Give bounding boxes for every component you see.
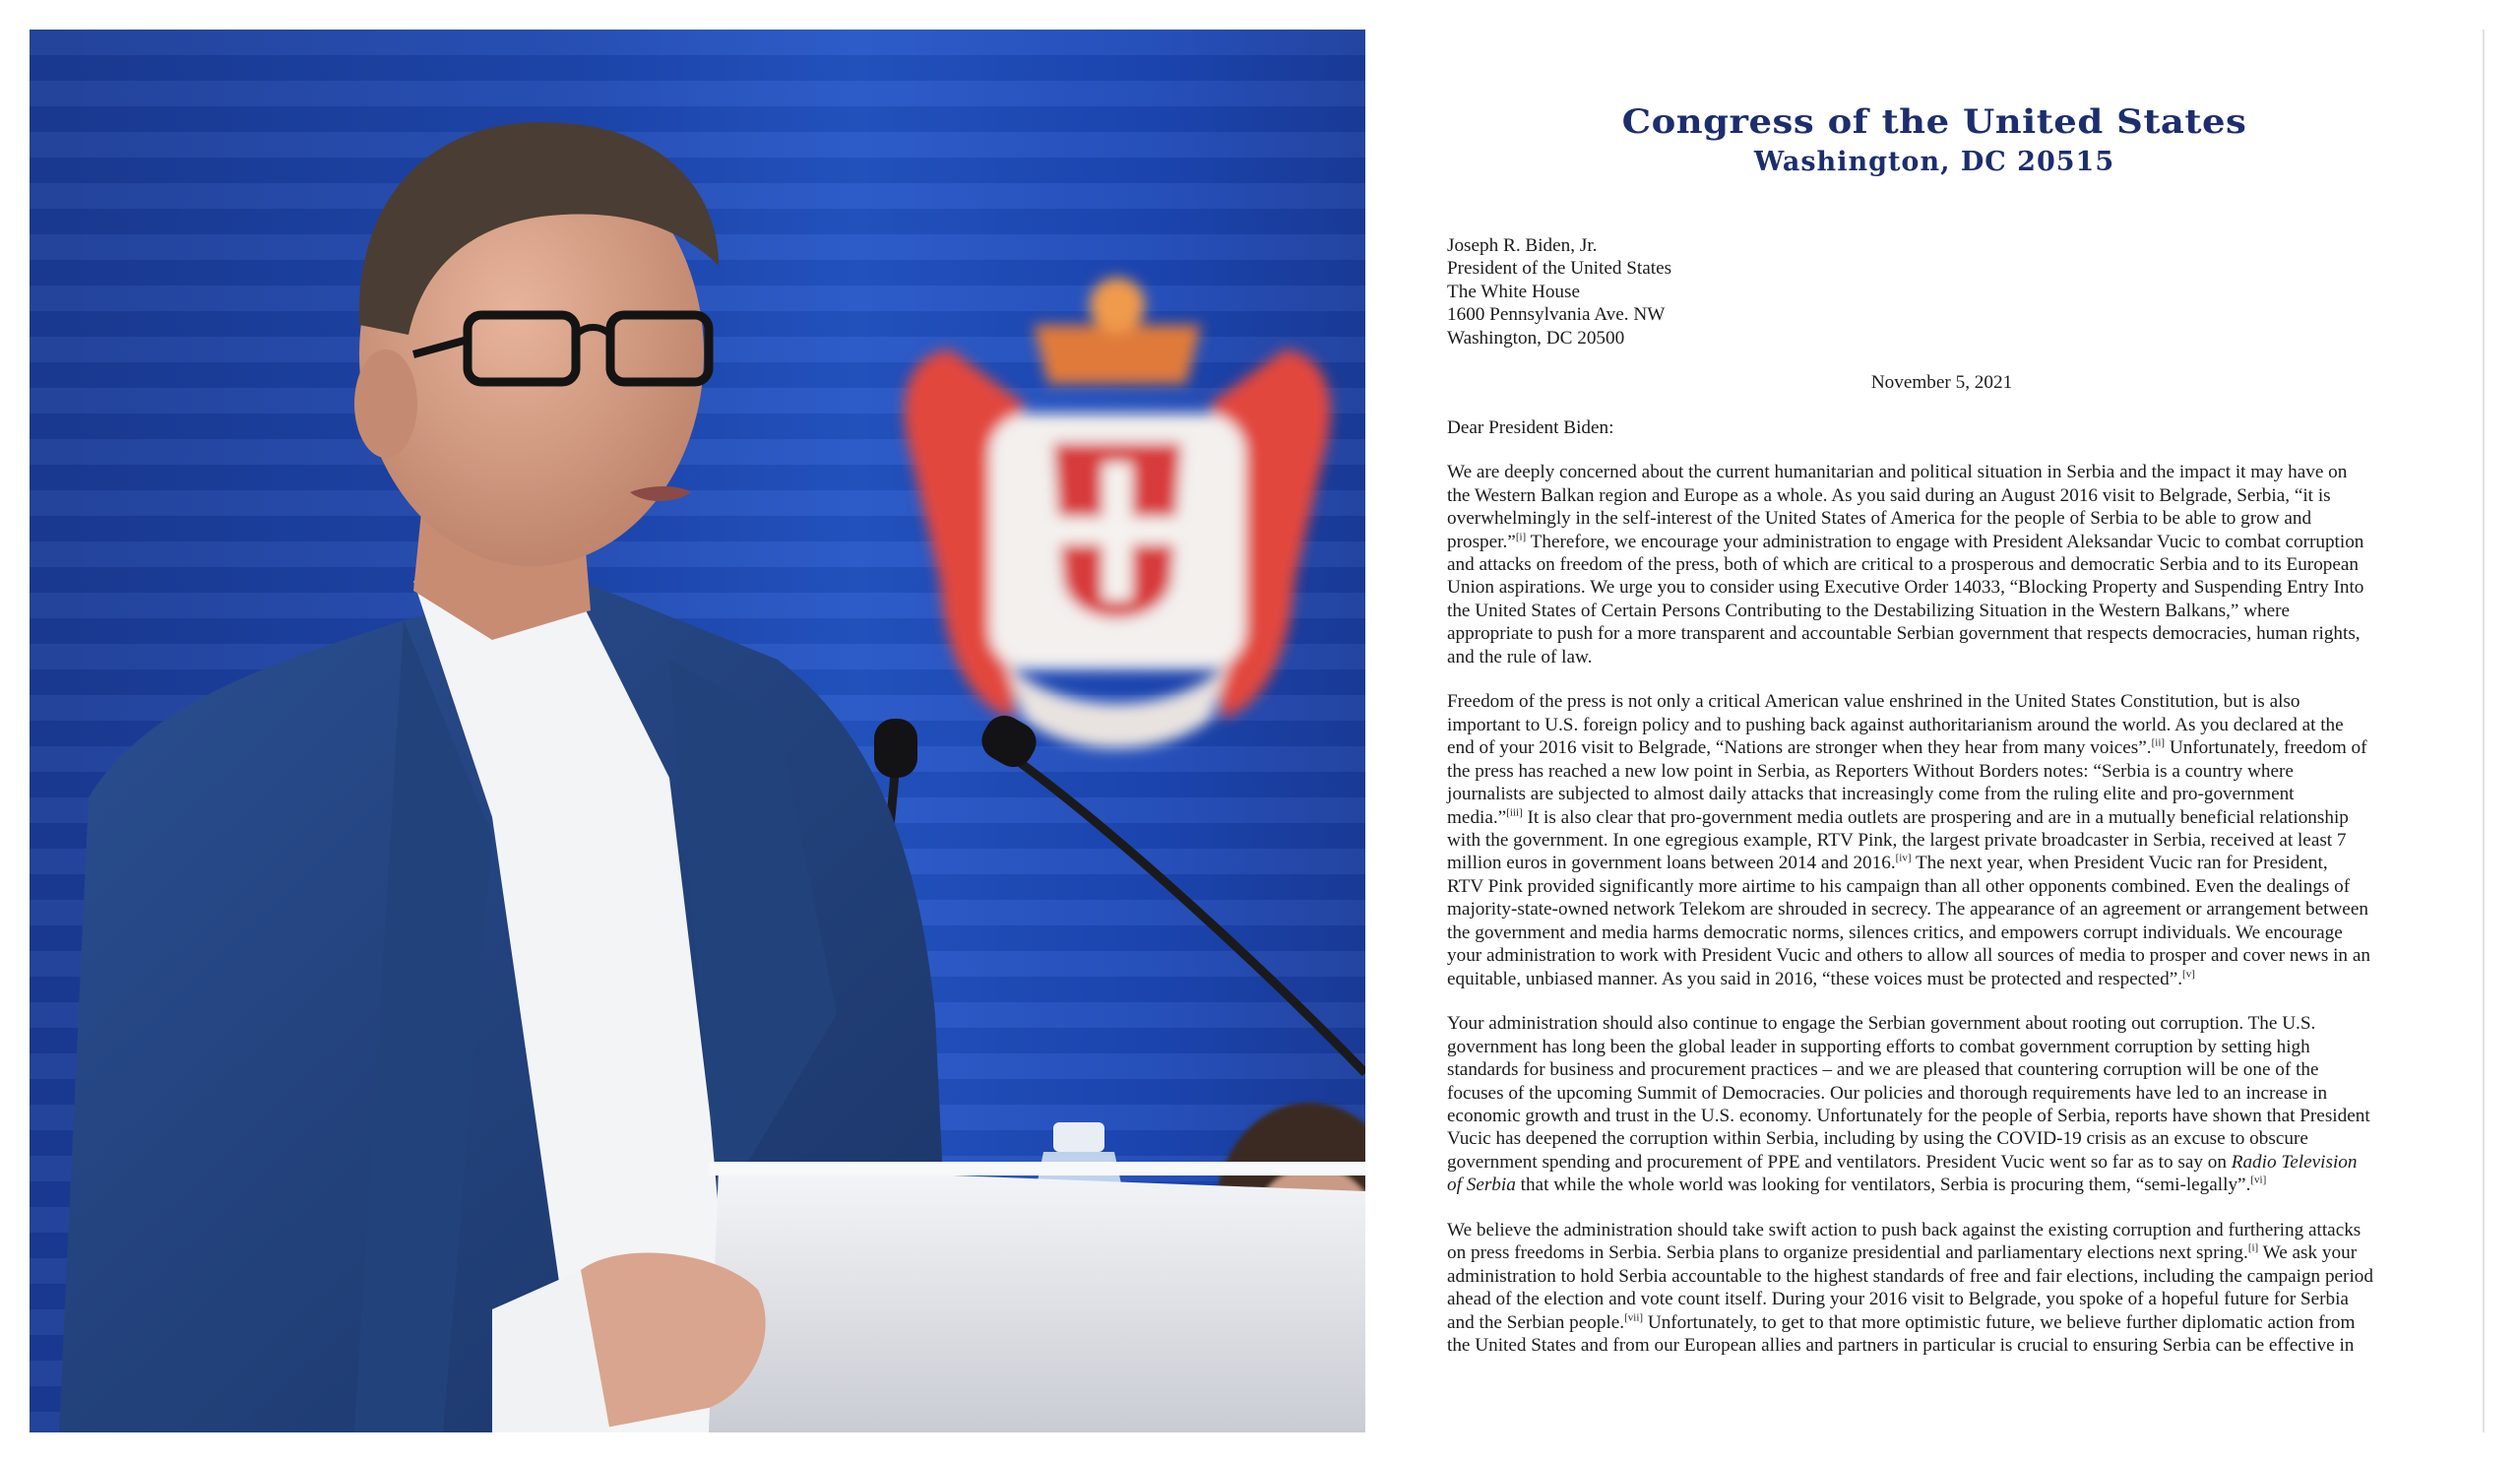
paragraph-line: end of your 2016 visit to Belgrade, “Nations are stronger when they hear from many voices”.[ii] Unfortunately, freedom of: [1447, 736, 2367, 759]
letterhead-subtitle: Washington, DC 20515: [1753, 147, 2115, 177]
congress-letter: [1378, 30, 2490, 1432]
paragraph-line: overwhelmingly in the self-interest of the United States of America for the people of Serbia to be able to grow and: [1447, 508, 2312, 530]
letter-paragraph: [1447, 1012, 2436, 1197]
paragraph-line: million euros in government loans between 2014 and 2016.[iv] The next year, when President Vucic ran for President,: [1447, 853, 2328, 874]
paragraph-line: the government and media harms democratic norms, silences critics, and empowers corrupt individuals. We encourage: [1447, 921, 2343, 943]
paragraph-line: journalists are subjected to almost daily attacks that increasingly come from the ruling elite and pro-government: [1447, 784, 2295, 805]
paragraph-line: We believe the administration should take swift action to push back against the existing corruption and furthering attacks: [1447, 1219, 2362, 1240]
paragraph-line: Your administration should also continue to engage the Serbian government about rooting out corruption. The U.S.: [1447, 1013, 2316, 1035]
paragraph-line: ahead of the election and vote count itself. During your 2016 visit to Belgrade, you spoke of a hopeful future for Serbia: [1447, 1289, 2349, 1310]
letter-date: November 5, 2021: [1870, 372, 2013, 394]
coat-of-arms-icon: [904, 278, 1330, 748]
paragraph-line: majority-state-owned network Telekom are shrouded in secrecy. The appearance of an agreement or arrangement between: [1447, 899, 2368, 921]
address-line: 1600 Pennsylvania Ave. NW: [1447, 304, 1666, 326]
paragraph-line: focuses of the upcoming Summit of Democracies. Our policies and thorough requirements have led to an increase in: [1447, 1082, 2328, 1104]
address-line: The White House: [1447, 281, 1580, 302]
salutation: Dear President Biden:: [1447, 416, 1614, 438]
paragraph-line: the Western Balkan region and Europe as a whole. As you said during an August 2016 visit to Belgrade, Serbia, “it is: [1447, 484, 2331, 506]
paragraph-line: RTV Pink provided significantly more airtime to his campaign than all other opponents combined. Even the dealings of: [1447, 875, 2351, 897]
paragraph-line: of Serbia that while the whole world was looking for ventilators, Serbia is procuring them, “semi-legally”.[vi]: [1447, 1174, 2267, 1196]
paragraph-line: Freedom of the press is not only a critical American value enshrined in the United States Constitution, but is also: [1447, 691, 2300, 713]
paragraph-line: the press has reached a new low point in Serbia, as Reporters Without Borders notes: “Serbia is a country where: [1447, 760, 2294, 782]
paragraph-line: the United States of Certain Persons Contributing to the Destabilizing Situation in the Western Balkans,” where: [1447, 600, 2291, 621]
paragraph-line: and the rule of law.: [1447, 646, 1593, 667]
letter-paragraph: [1447, 461, 2436, 668]
paragraph-line: the United States and from our European allies and partners in particular is crucial to ensuring Serbia can be effective in: [1447, 1335, 2355, 1357]
letterhead-title: Congress of the United States: [1621, 100, 2247, 142]
paragraph-line: and attacks on freedom of the press, both of which are critical to a prosperous and democratic Serbia and to its European: [1447, 553, 2360, 575]
photo-illustration: [30, 30, 1365, 1432]
letter-paragraphs: [1447, 461, 2436, 1357]
paragraph-line: government spending and procurement of PPE and ventilators. President Vucic went so far as to say on Radio Television: [1447, 1151, 2358, 1173]
paragraph-line: standards for business and procurement practices – and we are pleased that countering corruption will be one of the: [1447, 1059, 2319, 1081]
paragraph-line: equitable, unbiased manner. As you said in 2016, “these voices must be protected and respected”.[v]: [1447, 968, 2195, 989]
paragraph-line: economic growth and trust in the U.S. economy. Unfortunately for the people of Serbia, reports have shown that President: [1447, 1105, 2370, 1126]
letter-paragraph: [1447, 1219, 2436, 1358]
paragraph-line: prosper.”[i] Therefore, we encourage your administration to engage with President Aleksandar Vucic to combat corruption: [1447, 531, 2364, 552]
paragraph-line: administration to hold Serbia accountable to the highest standards of free and fair elections, including the campaign period: [1447, 1265, 2373, 1287]
recipient-address: [1447, 234, 2436, 349]
paragraph-line: Vucic has deepened the corruption within Serbia, including by using the COVID-19 crisis as an excuse to obscure: [1447, 1128, 2308, 1150]
paragraph-line: appropriate to push for a more transparent and accountable Serbian government that respects democracies, human rights,: [1447, 623, 2361, 645]
letterhead: [1378, 98, 2490, 179]
paragraph-line: Union aspirations. We urge you to consider using Executive Order 14033, “Blocking Property and Suspending Entry Into: [1447, 577, 2364, 599]
letter-paragraph: [1447, 690, 2436, 990]
paragraph-line: We are deeply concerned about the current humanitarian and political situation in Serbia and the impact it may have on: [1447, 462, 2348, 483]
address-line: Washington, DC 20500: [1447, 327, 1625, 349]
page-edge-divider: [2483, 30, 2485, 1432]
letter-body: [1447, 234, 2436, 1357]
paragraph-line: on press freedoms in Serbia. Serbia plans to organize presidential and parliamentary elections next spring.[i] We ask your: [1447, 1241, 2358, 1264]
address-line: President of the United States: [1447, 258, 1672, 280]
paragraph-line: your administration to work with President Vucic and others to allow all sources of media to prosper and cover news in an: [1447, 945, 2370, 967]
paragraph-line: media.”[iii] It is also clear that pro-government media outlets are prospering and are in a mutually beneficial relationship: [1447, 806, 2349, 828]
press-photo: [30, 30, 1365, 1432]
paragraph-line: and the Serbian people.[vii] Unfortunately, to get to that more optimistic future, we believe further diplomatic action from: [1447, 1311, 2356, 1333]
paragraph-line: important to U.S. foreign policy and to pushing back against authoritarianism around the world. As you declared at the: [1447, 714, 2344, 735]
paragraph-line: with the government. In one egregious example, RTV Pink, the largest private broadcaster in Serbia, received at least 7: [1447, 829, 2347, 851]
address-line: Joseph R. Biden, Jr.: [1447, 235, 1598, 256]
paragraph-line: government has long been the global leader in supporting efforts to combat government corruption by setting high: [1447, 1036, 2310, 1057]
